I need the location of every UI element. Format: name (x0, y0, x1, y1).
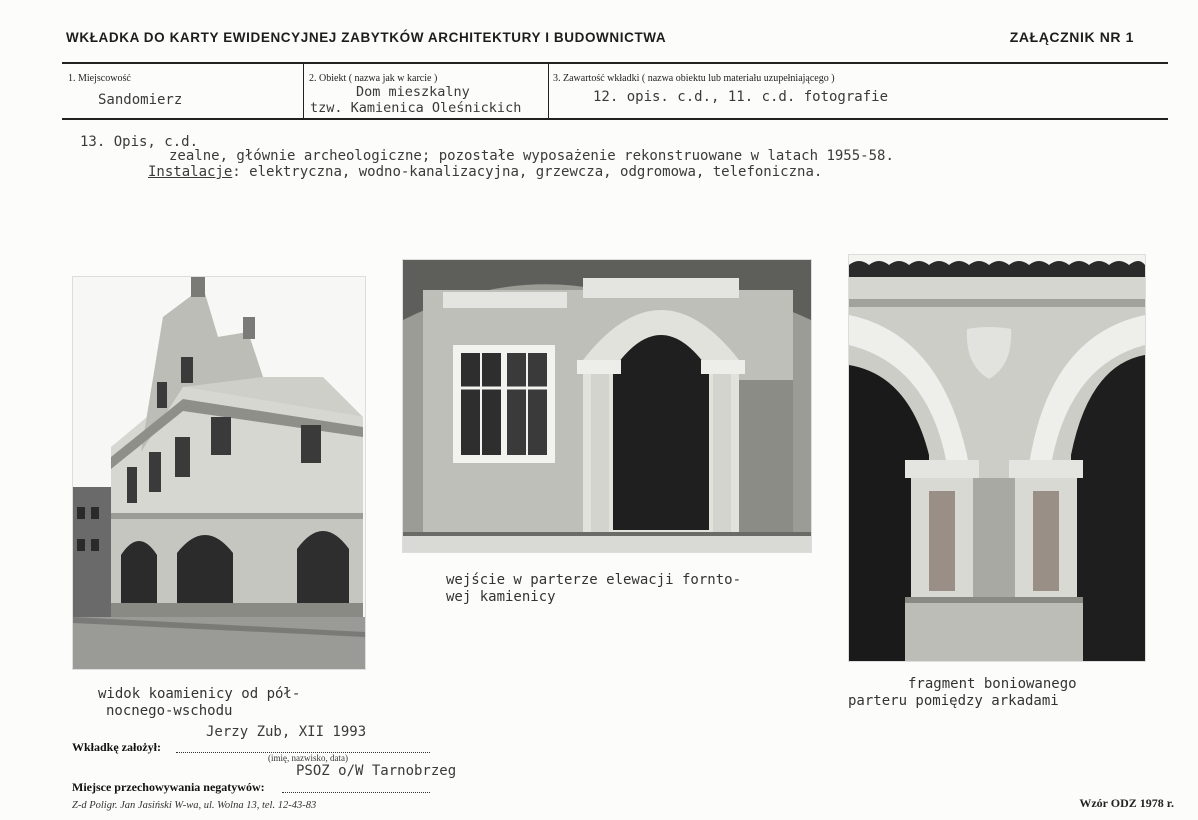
entrance-photo (402, 259, 812, 553)
form-model: Wzór ODZ 1978 r. (1079, 796, 1174, 810)
contents-label: 3. Zawartość wkładki ( nazwa obiektu lub materiału uzupełniającego ) (553, 73, 835, 84)
arcade-photo-image (849, 255, 1145, 661)
negatives-label: Miejsce przechowywania negatywów: (72, 780, 265, 794)
caption-line: nocnego-wschodu (106, 703, 233, 719)
installations-line (148, 164, 822, 180)
header-bottom-rule (62, 118, 1168, 120)
object-value-line1: Dom mieszkalny (356, 84, 470, 100)
locality-value: Sandomierz (98, 92, 183, 108)
caption-line: wej kamienicy (446, 589, 556, 605)
contents-value: 12. opis. c.d., 11. c.d. fotografie (593, 89, 889, 105)
installations-text: : elektryczna, wodno-kanalizacyjna, grzewcza, odgromowa, telefoniczna. (232, 164, 823, 180)
installations-label: Instalacje (148, 164, 233, 180)
field-divider (548, 63, 549, 118)
arcade-photo (848, 254, 1146, 662)
printer-info: Z-d Poligr. Jan Jasiński W-wa, ul. Wolna 13, tel. 12-43-83 (72, 800, 317, 811)
header-top-rule (62, 62, 1168, 64)
description-heading: 13. Opis, c.d. (80, 134, 199, 150)
description-line: zealne, głównie archeologiczne; pozostałe wyposażenie rekonstruowane w latach 1955-58. (169, 148, 894, 164)
building-photo (72, 276, 366, 670)
photo-caption (848, 676, 1077, 710)
created-by-label: Wkładkę założył: (72, 740, 161, 754)
building-photo-image (73, 277, 365, 669)
form-title: WKŁADKA DO KARTY EWIDENCYJNEJ ZABYTKÓW ARCHITEKTURY I BUDOWNICTWA (66, 30, 667, 45)
photo-caption (446, 572, 741, 606)
caption-line: widok koamienicy od pół- (98, 686, 301, 702)
negatives-value: PSOZ o/W Tarnobrzeg (296, 763, 457, 779)
caption-line: parteru pomiędzy arkadami (848, 693, 1059, 709)
object-label: 2. Obiekt ( nazwa jak w karcie ) (309, 73, 438, 84)
created-by-hint: (imię, nazwisko, data) (268, 753, 348, 763)
annex-number: ZAŁĄCZNIK NR 1 (1009, 29, 1134, 45)
entrance-photo-image (403, 260, 811, 552)
caption-line: wejście w parterze elewacji forntо- (446, 572, 742, 588)
caption-line: fragment boniowanego (908, 676, 1077, 692)
created-by-value: Jerzy Zub, XII 1993 (206, 724, 367, 740)
object-value-line2: tzw. Kamienica Oleśnickich (310, 100, 522, 116)
photo-caption (98, 686, 300, 720)
locality-label: 1. Miejscowość (68, 73, 131, 84)
negatives-dotline (282, 792, 430, 793)
field-divider (303, 63, 304, 118)
